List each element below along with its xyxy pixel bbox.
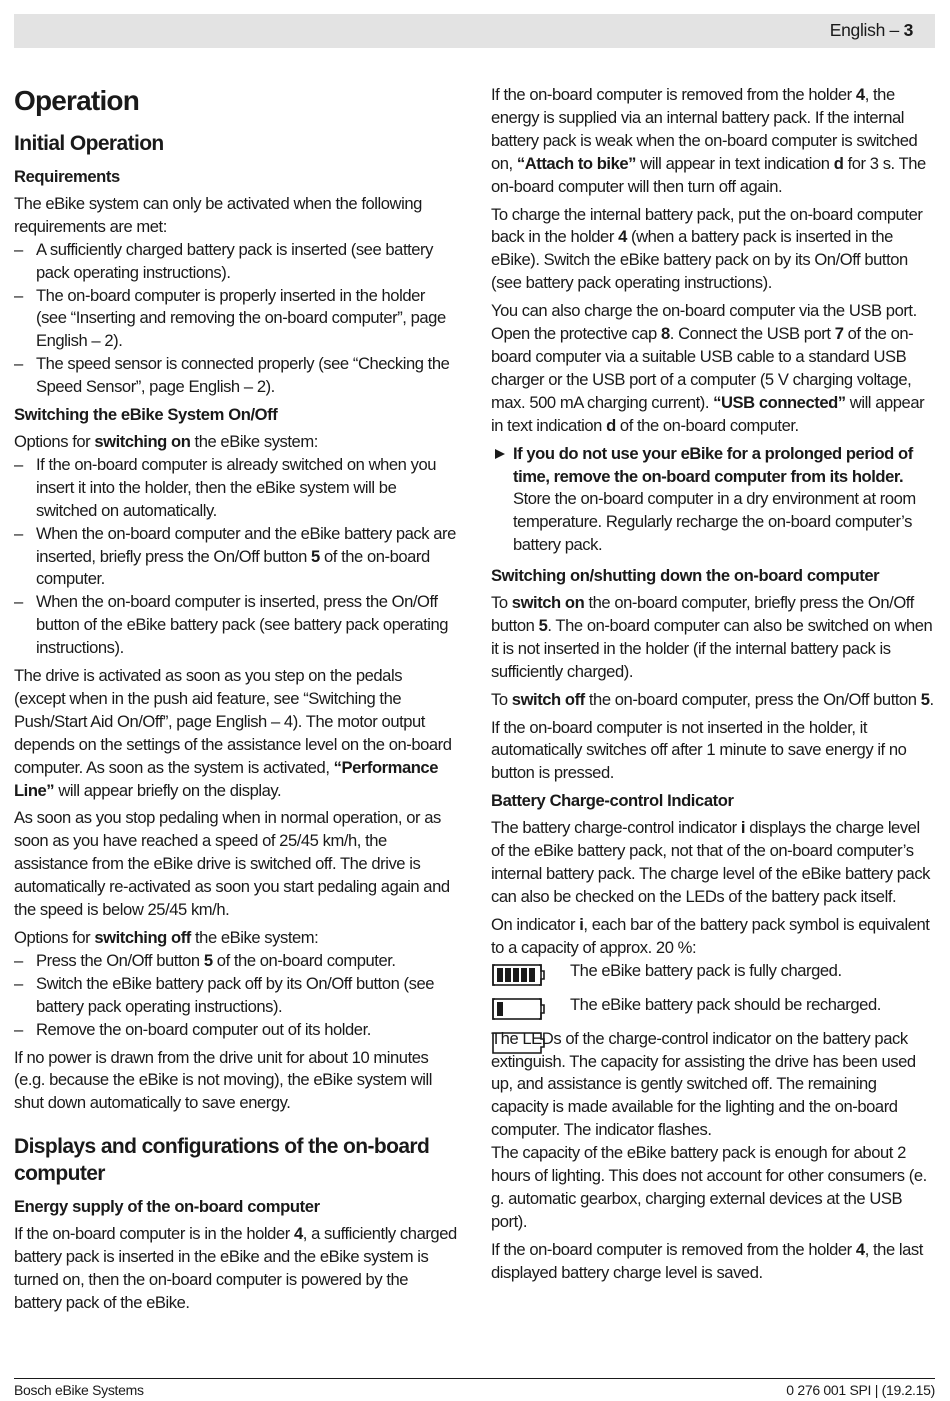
battery-empty-icon (491, 1030, 551, 1056)
battery-bar (505, 968, 511, 982)
triangle-bullet-icon (495, 449, 505, 459)
battery-full-icon (491, 962, 551, 988)
auto-off-text: If the on-board computer is not inserted in the holder, it automatically switches off after 1 minute to save energy if no button is pressed. (491, 717, 907, 783)
battery-full-text: The eBike battery pack is fully charged. (570, 960, 842, 980)
battery-bar (497, 968, 503, 982)
list-item: – Press the On/Off button 5 of the on-board computer. (14, 950, 457, 973)
list-item: – When the on-board computer is inserted, press the On/Off button of the eBike battery pack (see battery pack operating instructions). (14, 591, 457, 660)
switch-on-list (14, 454, 457, 660)
heading-switching: Switching the eBike System On/Off (14, 405, 278, 425)
battery-low-text: The eBike battery pack should be recharged. (570, 994, 881, 1014)
drive-activation-text: The drive is activated as soon as you step on the pedals (except when in the push aid feature, see “Switching the Push/Start Aid On/Off”, page English – 4). The motor output depends on the settings of the assistance level on the on-board computer. As soon as the system is activated, “Performance Line” will appear briefly on the display. (14, 666, 452, 800)
footer-divider (14, 1378, 935, 1379)
charge-internal-text: To charge the internal battery pack, put the on-board computer back in the holder 4 (when a battery pack is inserted in the eBike). Switch the eBike battery pack on by its On/Off button (see battery pack operating instructions). (491, 204, 923, 293)
requirements-list (14, 239, 457, 399)
battery-bar (529, 968, 535, 982)
stop-pedaling-text: As soon as you stop pedaling when in normal operation, or as soon as you have reached a speed of 25/45 km/h, the assistance from the eBike drive is switched off. The drive is automatically re-activated as soon you start pedaling again and the speed is below 25/45 km/h. (14, 808, 450, 920)
switch-off-list (14, 950, 457, 1042)
battery-empty-row (491, 1028, 935, 1143)
last-level-saved-text: If the on-board computer is removed from the holder 4, the last displayed battery charge level is saved. (491, 1239, 923, 1282)
energy-supply-text: If the on-board computer is in the holder 4, a sufficiently charged battery pack is inserted in the eBike and the eBike system is turned on, then the on-board computer is powered by the battery pack of the eBike. (14, 1224, 457, 1312)
battery-low-icon (491, 996, 551, 1022)
left-column (14, 84, 457, 1320)
list-item: – Remove the on-board computer out of its holder. (14, 1019, 457, 1042)
header-page-label: English – 3 (829, 20, 913, 40)
requirements-intro: The eBike system can only be activated when the following requirements are met: (14, 193, 422, 236)
battery-bar (497, 1002, 503, 1016)
switch-on-computer-text: To switch on the on-board computer, briefly press the On/Off button 5. The on-board computer can also be switched on when it is not inserted in the holder (if the internal battery pack is sufficiently charged). (491, 593, 933, 681)
list-item: – The on-board computer is properly inserted in the holder (see “Inserting and removing the on-board computer”, page English – 2). (14, 285, 457, 354)
list-item: – Switch the eBike battery pack off by its On/Off button (see battery pack operating instructions). (14, 973, 457, 1019)
heading-switch-computer: Switching on/shutting down the on-board computer (491, 566, 880, 586)
list-item: – If the on-board computer is already switched on when you insert it into the holder, then the eBike system will be switched on automatically. (14, 454, 457, 523)
storage-note: If you do not use your eBike for a prolonged period of time, remove the on-board computer from its holder. Store the on-board computer in a dry environment at room temperature. Regularly recharge the on-board computer’s battery pack. (491, 443, 935, 558)
battery-bar (513, 968, 519, 982)
lighting-capacity-text: The capacity of the eBike battery pack is enough for about 2 hours of lighting. This does not account for other consumers (e. g. automatic gearbox, charging external devices at the USB port). (491, 1143, 927, 1231)
internal-battery-text: If the on-board computer is removed from the holder 4, the energy is supplied via an internal battery pack. If the internal battery pack is weak when the on-board computer is switched on, “Attach to bike” will appear in text indication d for 3 s. The on-board computer will then turn off again. (491, 85, 926, 196)
list-item: – The speed sensor is connected properly (see “Checking the Speed Sensor”, page English – 2). (14, 353, 457, 399)
list-item: – When the on-board computer and the eBike battery pack are inserted, briefly press the On/Off button 5 of the on-board computer. (14, 523, 457, 592)
subsection-displays: Displays and configurations of the on-board computer (14, 1135, 430, 1186)
list-item: – A sufficiently charged battery pack is inserted (see battery pack operating instructions). (14, 239, 457, 285)
heading-battery-indicator: Battery Charge-control Indicator (491, 791, 734, 811)
battery-full-row (491, 960, 935, 992)
battery-indicator-text: The battery charge-control indicator i displays the charge level of the eBike battery pack, not that of the on-board computer’s internal battery pack. The charge level of the eBike battery pack can also be checked on the LEDs of the battery pack itself. (491, 818, 931, 906)
heading-requirements: Requirements (14, 167, 120, 186)
right-column (491, 84, 935, 1290)
battery-bars-text: On indicator i, each bar of the battery pack symbol is equivalent to a capacity of approx. 20 %: (491, 914, 930, 957)
battery-empty-text: The LEDs of the charge-control indicator on the battery pack extinguish. The capacity for assisting the drive has been used up, and assistance is gently switched off. The remaining capacity is made available for the lighting and the on-board computer. The indicator flashes. (491, 1028, 916, 1140)
battery-bar (521, 968, 527, 982)
usb-charge-text: You can also charge the on-board computer via the USB port. Open the protective cap 8. Connect the USB port 7 of the on-board computer via a suitable USB cable to a standard USB charger or the USB port of a computer (5 V charging voltage, max. 500 mA charging current). “USB connected” will appear in text indication d of the on-board computer. (491, 301, 925, 435)
footer-doc-number: 0 276 001 SPI | (19.2.15) (786, 1382, 935, 1398)
battery-low-row (491, 994, 935, 1026)
footer-brand: Bosch eBike Systems (14, 1382, 144, 1398)
section-title: Operation (14, 85, 140, 116)
auto-shutdown-text: If no power is drawn from the drive unit for about 10 minutes (e.g. because the eBike is not moving), the eBike system will shut down automatically to save energy. (14, 1047, 433, 1113)
subsection-initial-operation: Initial Operation (14, 132, 164, 155)
switch-off-intro: Options for switching off the eBike system: (14, 928, 319, 947)
heading-energy-supply: Energy supply of the on-board computer (14, 1197, 320, 1217)
switch-on-intro: Options for switching on the eBike system: (14, 431, 318, 451)
page-header (14, 14, 935, 48)
switch-off-computer-text: To switch off the on-board computer, press the On/Off button 5. (491, 689, 934, 709)
